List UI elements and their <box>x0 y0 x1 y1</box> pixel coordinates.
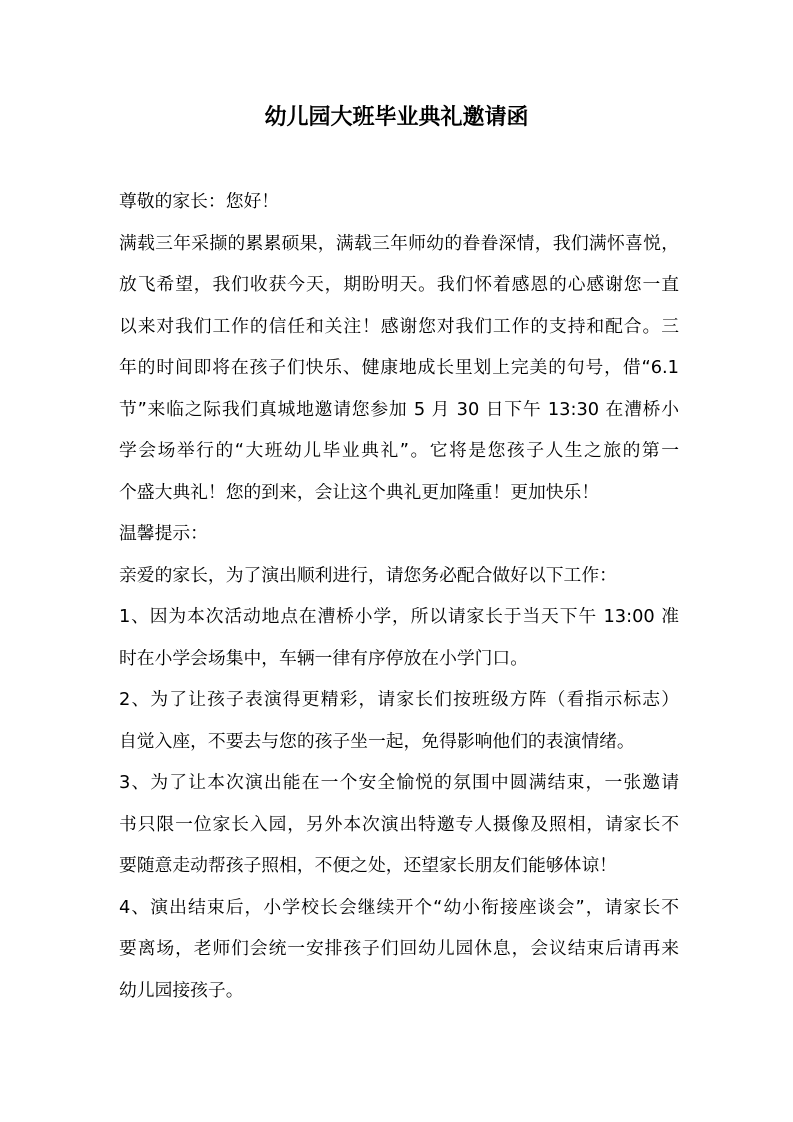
body-line: 放飞希望，我们收获今天，期盼明天。我们怀着感恩的心感谢您一直 <box>119 274 679 295</box>
document-title: 幼儿园大班毕业典礼邀请函 <box>264 105 529 130</box>
tip-item-line: 时在小学会场集中，车辆一律有序停放在小学门口。 <box>119 647 528 669</box>
tip-item-line: 3、为了让本次演出能在一个安全愉悦的氛围中圆满结束，一张邀请 <box>119 772 679 793</box>
body-line: 节”来临之际我们真城地邀请您参加 5 月 30 日下午 13:30 在漕桥小 <box>119 398 679 420</box>
tip-item-line: 1、因为本次活动地点在漕桥小学，所以请家长于当天下午 13:00 准 <box>119 606 679 627</box>
body-line: 个盛大典礼！您的到来，会让这个典礼更加隆重！更加快乐！ <box>119 481 600 503</box>
greeting-line: 尊敬的家长：您好！ <box>119 191 280 212</box>
tip-item-line: 2、为了让孩子表演得更精彩，请家长们按班级方阵（看指示标志） <box>119 689 679 710</box>
tip-item-line: 要离场，老师们会统一安排孩子们回幼儿园休息，会议结束后请再来 <box>119 938 679 959</box>
tips-heading: 温馨提示： <box>119 523 208 544</box>
body-line: 亲爱的家长，为了演出顺利进行，请您务必配合做好以下工作： <box>119 564 617 586</box>
body-line: 年的时间即将在孩子们快乐、健康地成长里划上完美的句号，借“6.1 <box>119 357 679 378</box>
tip-item-line: 4、演出结束后，小学校长会继续开个“幼小衔接座谈会”，请家长不 <box>119 896 679 918</box>
body-line: 以来对我们工作的信任和关注！感谢您对我们工作的支持和配合。三 <box>119 315 679 337</box>
document-body <box>119 181 679 1011</box>
tip-item-line: 幼儿园接孩子。 <box>119 979 244 1001</box>
tip-item-line: 书只限一位家长入园，另外本次演出特邀专人摄像及照相，请家长不 <box>119 813 679 835</box>
tip-item-line: 要随意走动帮孩子照相，不便之处，还望家长朋友们能够体谅！ <box>119 855 617 876</box>
tip-item-line: 自觉入座，不要去与您的孩子坐一起，免得影响他们的表演情绪。 <box>119 730 635 752</box>
body-line: 学会场举行的“大班幼儿毕业典礼”。它将是您孩子人生之旅的第一 <box>119 440 679 461</box>
body-line: 满载三年采撷的累累硕果，满载三年师幼的眷眷深情，我们满怀喜悦， <box>119 232 679 254</box>
